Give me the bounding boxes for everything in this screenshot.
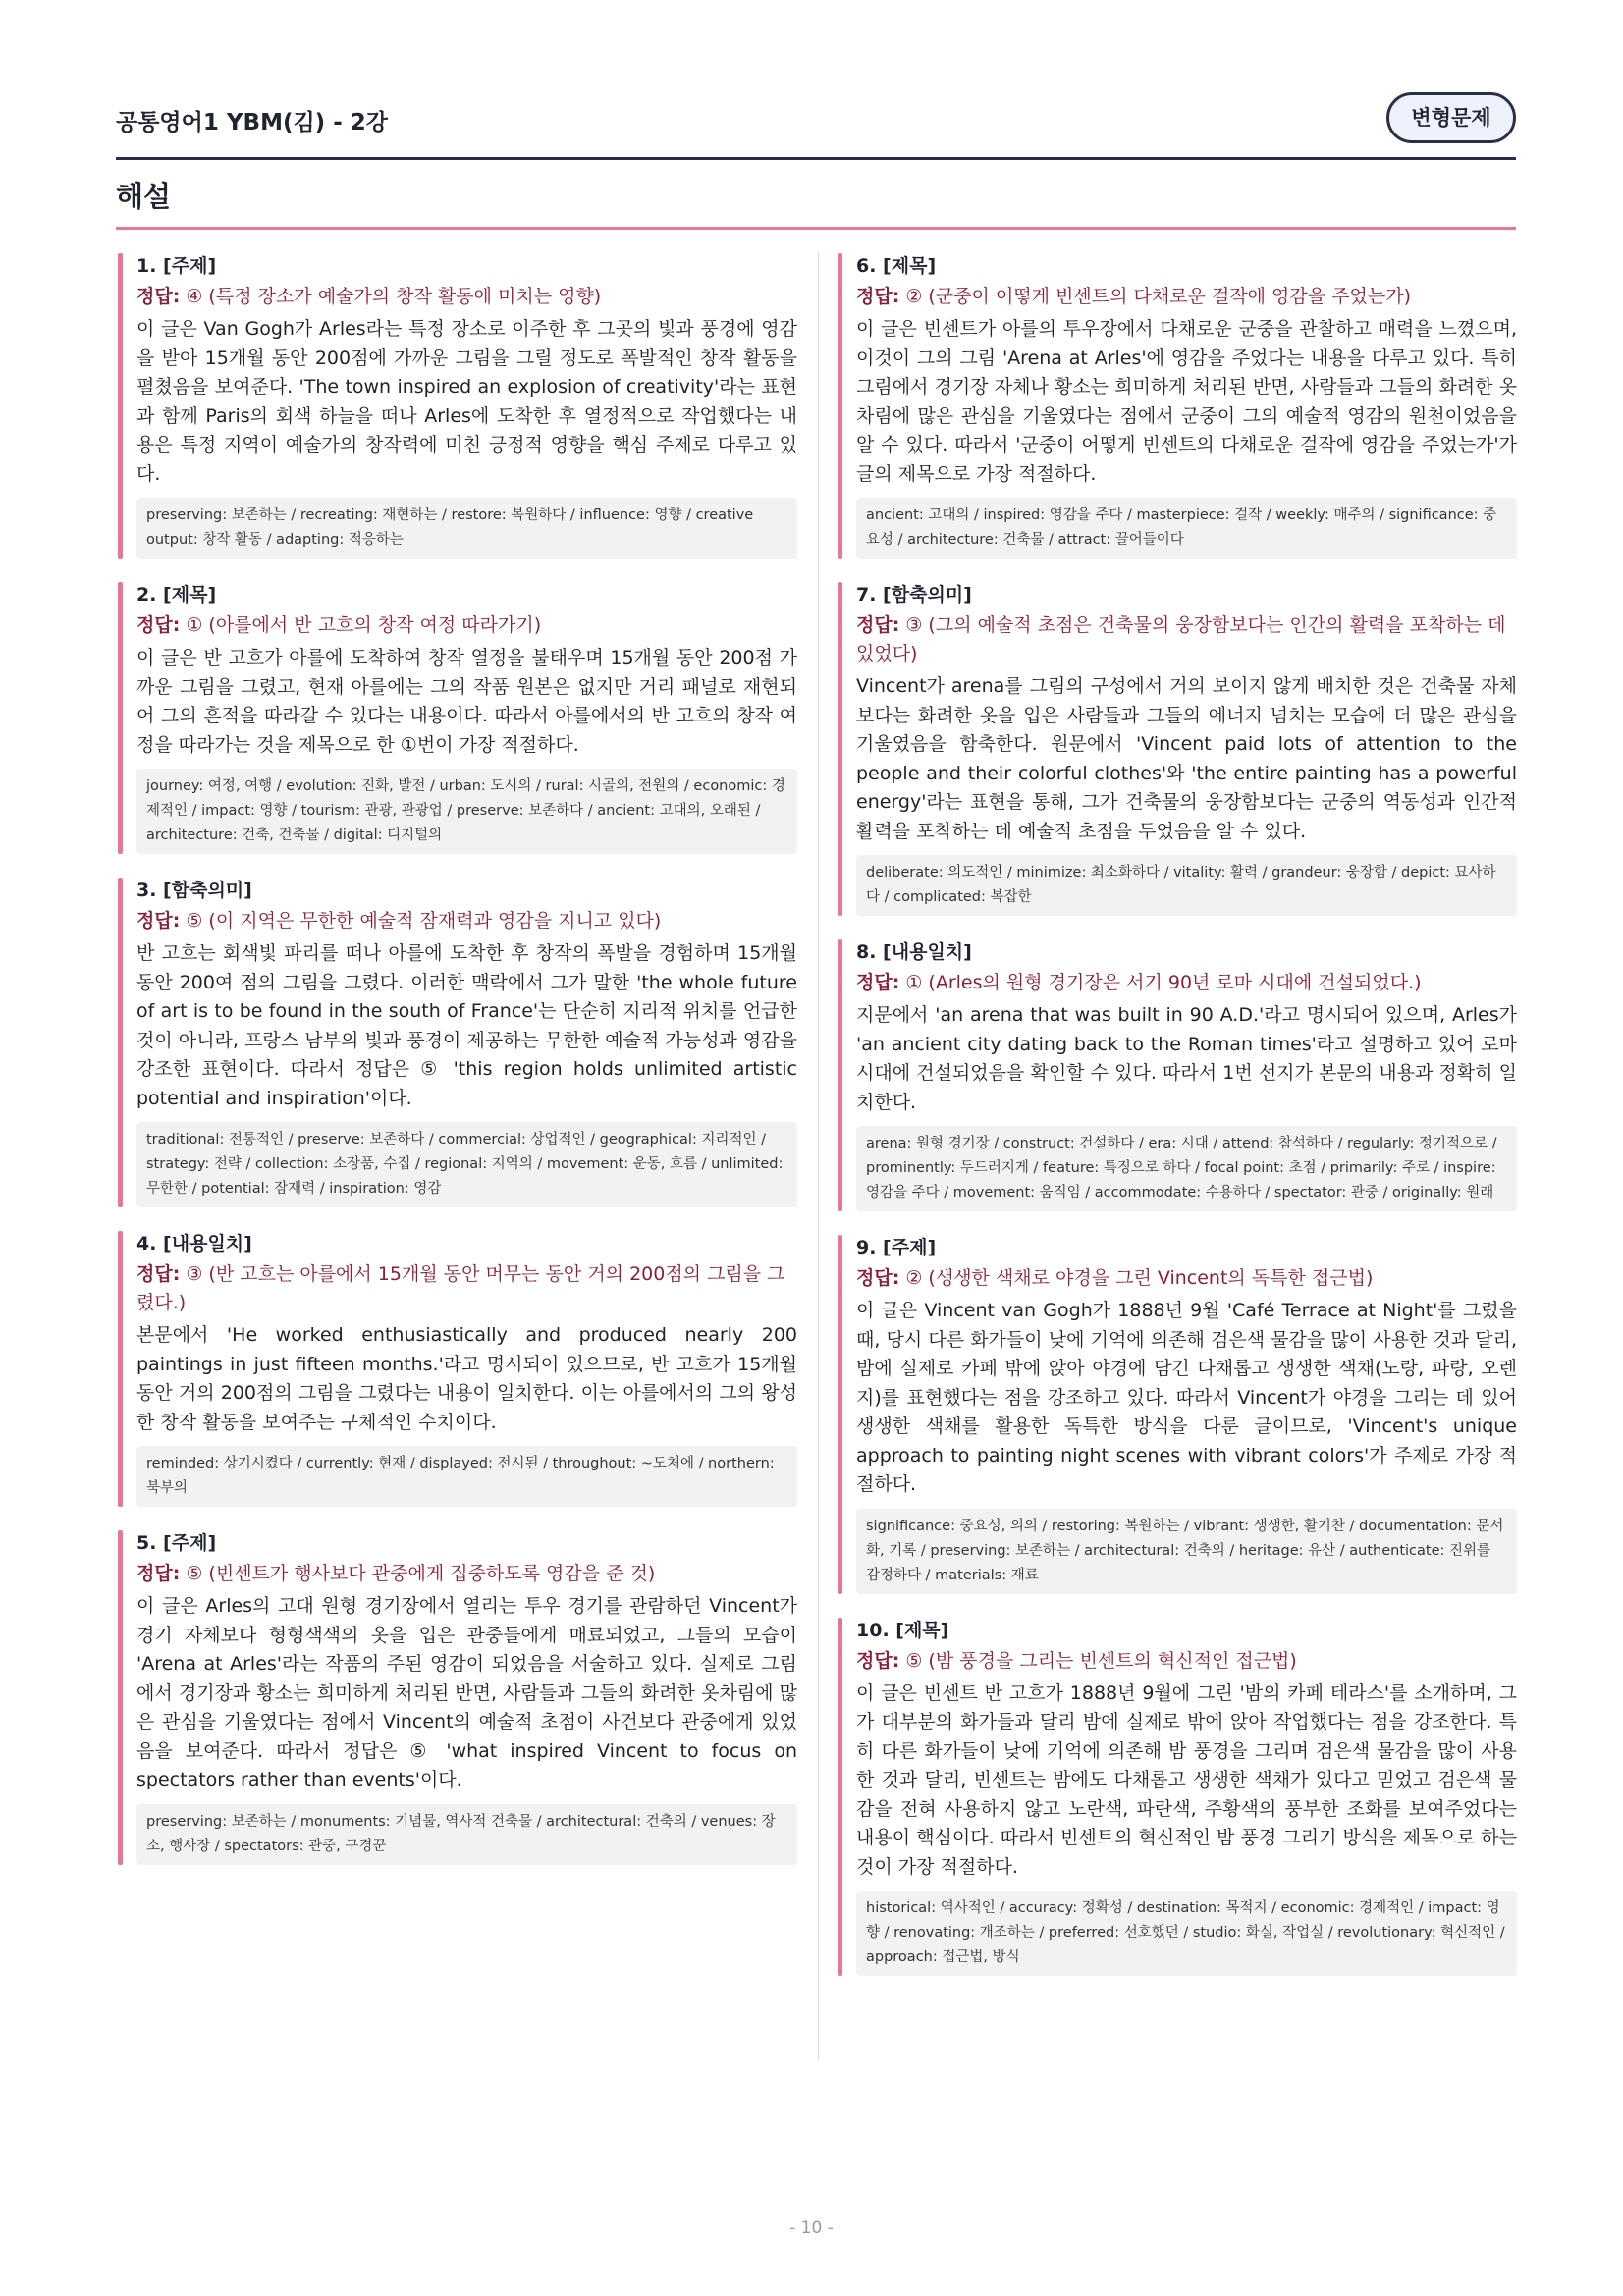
answer-card [118, 878, 797, 1207]
explanation-text: 이 글은 Vincent van Gogh가 1888년 9월 'Café Terrace at Night'를 그렸을 때, 당시 다른 화가들이 낮에 기억에 의존해 검은색 물감을 많이 사용한 것과 달리, 밤에 실제로 카페 밖에 앉아 야경에 담긴 다채롭고 생생한 색채(노랑, 파랑, 오렌지)를 표현했다는 점을 강조하고 있다. 따라서 Vincent가 야경을 그리는 데 있어 생생한 색채를 활용한 독특한 방식을 다룬 글이므로, 'Vincent's unique approach to painting night scenes with vibrant colors'가 주제로 가장 적절하다. [856, 1300, 1517, 1495]
answer-text: ⑤ (이 지역은 무한한 예술적 잠재력과 영감을 지니고 있다) [186, 910, 662, 932]
question-title: 6. [제목] [856, 255, 937, 277]
answer-line [136, 1560, 797, 1588]
vocabulary-box: journey: 여정, 여행 / evolution: 진화, 발전 / urban: 도시의 / rural: 시골의, 전원의 / economic: 경제적인 / impact: 영향 / tourism: 관광, 관광업 / preserve: 보존하다 / ancient: 고대의, 오래된 / architecture: 건축, 건축물 / digital: 디지털의 [136, 769, 797, 854]
vocabulary-box: preserving: 보존하는 / monuments: 기념물, 역사적 건축물 / architectural: 건축의 / venues: 장소, 행사장 / spectators: 관중, 구경꾼 [136, 1804, 797, 1865]
column-divider [818, 253, 819, 2059]
explanation-text: 이 글은 빈센트 반 고흐가 1888년 9월에 그린 '밤의 카페 테라스'를 소개하며, 그가 대부분의 화가들과 달리 밤에 실제로 밖에 앉아 작업했다는 점을 강조한다. 특히 다른 화가들이 낮에 기억에 의존해 밤 풍경을 그리며 검은색 물감을 많이 사용한 것과 달리, 빈센트는 밤에도 다채롭고 생생한 색채가 있다고 믿었고 검은색 물감을 전혀 사용하지 않고 노란색, 파란색, 주황색의 풍부한 조화를 보여주었다는 내용이 핵심이다. 따라서 빈센트의 혁신적인 밤 풍경 그리기 방식을 제목으로 하는 것이 가장 적절하다. [856, 1682, 1517, 1878]
question-title: 3. [함축의미] [136, 880, 252, 901]
answer-label: 정답: [856, 614, 900, 636]
answer-card [838, 582, 1517, 916]
answer-text: ④ (특정 장소가 예술가의 창작 활동에 미치는 영향) [186, 286, 602, 307]
answer-card [118, 1231, 797, 1507]
header-divider [116, 157, 1516, 160]
answer-text: ① (아를에서 반 고흐의 창작 여정 따라가기) [186, 614, 542, 636]
answer-label: 정답: [136, 286, 181, 307]
vocabulary-box: arena: 원형 경기장 / construct: 건설하다 / era: 시대 / attend: 참석하다 / regularly: 정기적으로 / prominently: 두드러지게 / feature: 특징으로 하다 / focal point: 초점 / primarily: 주로 / inspire: 영감을 주다 / movement: 움직임 / accommodate: 수용하다 / spectator: 관중 / originally: 원래 [856, 1126, 1517, 1211]
answer-line [136, 907, 797, 935]
left-column [118, 253, 797, 1889]
answer-line [856, 283, 1517, 311]
answer-text: ② (생생한 색채로 야경을 그린 Vincent의 독특한 접근법) [905, 1267, 1374, 1289]
answer-line [856, 1264, 1517, 1293]
answer-text: ③ (반 고흐는 아를에서 15개월 동안 머무는 동안 거의 200점의 그림을 그렸다.) [136, 1263, 785, 1313]
answer-line [856, 969, 1517, 997]
question-title: 4. [내용일치] [136, 1233, 252, 1255]
explanation-text: 이 글은 Arles의 고대 원형 경기장에서 열리는 투우 경기를 관람하던 Vincent가 경기 자체보다 형형색색의 옷을 입은 관중들에게 매료되었고, 그들의 모습이 'Arena at Arles'라는 작품의 주된 영감이 되었음을 서술하고 있다. 실제로 그림에서 경기장과 황소는 희미하게 처리된 반면, 사람들과 그들의 화려한 옷차림에 많은 관심을 기울였다는 점에서 Vincent의 예술적 초점이 사건보다 관중에게 있었음을 보여준다. 따라서 정답은 ⑤ 'what inspired Vincent to focus on spectators rather than events'이다. [136, 1595, 797, 1790]
answer-card [838, 1235, 1517, 1594]
answer-label: 정답: [136, 1263, 181, 1285]
answer-label: 정답: [136, 910, 181, 932]
answer-label: 정답: [856, 1649, 900, 1672]
answer-card [118, 1530, 797, 1865]
vocabulary-box: reminded: 상기시켰다 / currently: 현재 / displayed: 전시된 / throughout: ~도처에 / northern: 북부의 [136, 1446, 797, 1507]
answer-text: ③ (그의 예술적 초점은 건축물의 웅장함보다는 인간의 활력을 포착하는 데 있었다) [856, 614, 1506, 665]
answer-card [838, 939, 1517, 1211]
variant-problem-badge: 변형문제 [1386, 92, 1516, 143]
answer-text: ⑤ (빈센트가 행사보다 관중에게 집중하도록 영감을 준 것) [186, 1563, 656, 1584]
document-title: 공통영어1 YBM(김) - 2강 [116, 110, 388, 135]
answer-line [136, 283, 797, 311]
answer-label: 정답: [856, 286, 900, 307]
section-divider [116, 227, 1516, 230]
answer-line [136, 612, 797, 640]
answer-label: 정답: [856, 1267, 900, 1289]
answer-card [838, 1618, 1517, 1977]
answer-line [136, 1260, 797, 1317]
question-title: 9. [주제] [856, 1237, 937, 1258]
explanation-text: Vincent가 arena를 그림의 구성에서 거의 보이지 않게 배치한 것은 건축물 자체보다는 화려한 옷을 입은 사람들과 그들의 에너지 넘치는 모습에 더 많은 관심을 기울였음을 함축한다. 원문에서 'Vincent paid lots of attention to the people and their colorful clothes'와 'the entire painting has a powerful energy'라는 표현을 통해, 그가 건축물의 웅장함보다는 군중의 역동성과 인간적 활력을 포착하는 데 예술적 초점을 두었음을 알 수 있다. [856, 675, 1517, 842]
vocabulary-box: historical: 역사적인 / accuracy: 정확성 / destination: 목적지 / economic: 경제적인 / impact: 영향 / renovating: 개조하는 / preferred: 선호했던 / studio: 화실, 작업실 / revolutionary: 혁신적인 / approach: 접근법, 방식 [856, 1891, 1517, 1976]
question-title: 5. [주제] [136, 1532, 217, 1554]
explanation-text: 이 글은 Van Gogh가 Arles라는 특정 장소로 이주한 후 그곳의 빛과 풍경에 영감을 받아 15개월 동안 200점에 가까운 그림을 그릴 정도로 폭발적인 창작 활동을 펼쳤음을 보여준다. 'The town inspired an explosion of creativity'라는 표현과 함께 Paris의 회색 하늘을 떠나 Arles에 도착한 후 열정적으로 작업했다는 내용은 특정 지역이 예술가의 창작력에 미친 긍정적 영향을 핵심 주제로 다루고 있다. [136, 318, 797, 485]
page-header [116, 90, 1516, 159]
vocabulary-box: deliberate: 의도적인 / minimize: 최소화하다 / vitality: 활력 / grandeur: 웅장함 / depict: 묘사하다 / complicated: 복잡한 [856, 855, 1517, 916]
question-title: 2. [제목] [136, 584, 217, 606]
explanation-text: 본문에서 'He worked enthusiastically and produced nearly 200 paintings in just fifteen months.'라고 명시되어 있으므로, 반 고흐가 15개월 동안 거의 200점의 그림을 그렸다는 내용이 일치한다. 이는 아를에서의 그의 왕성한 창작 활동을 보여주는 구체적인 수치이다. [136, 1324, 797, 1433]
vocabulary-box: ancient: 고대의 / inspired: 영감을 주다 / masterpiece: 걸작 / weekly: 매주의 / significance: 중요성 / architecture: 건축물 / attract: 끌어들이다 [856, 498, 1517, 559]
answer-line [856, 1647, 1517, 1676]
question-title: 10. [제목] [856, 1619, 949, 1641]
right-column [838, 253, 1517, 2000]
vocabulary-box: significance: 중요성, 의의 / restoring: 복원하는 / vibrant: 생생한, 활기찬 / documentation: 문서화, 기록 / preserving: 보존하는 / architectural: 건축의 / heritage: 유산 / authenticate: 진위를 감정하다 / materials: 재료 [856, 1509, 1517, 1594]
explanation-text: 반 고흐는 회색빛 파리를 떠나 아를에 도착한 후 창작의 폭발을 경험하며 15개월 동안 200여 점의 그림을 그렸다. 이러한 맥락에서 그가 말한 'the whole future of art is to be found in the south of France'는 단순히 지리적 위치를 언급한 것이 아니라, 프랑스 남부의 빛과 풍경이 제공하는 무한한 예술적 가능성과 영감을 강조한 표현이다. 따라서 정답은 ⑤ 'this region holds unlimited artistic potential and inspiration'이다. [136, 942, 797, 1109]
answer-label: 정답: [136, 614, 181, 636]
answer-text: ① (Arles의 원형 경기장은 서기 90년 로마 시대에 건설되었다.) [905, 972, 1422, 993]
answer-card [838, 253, 1517, 559]
section-title: 해설 [116, 180, 172, 213]
answer-label: 정답: [136, 1563, 181, 1584]
answer-text: ⑤ (밤 풍경을 그리는 빈센트의 혁신적인 접근법) [905, 1649, 1297, 1672]
answer-card [118, 253, 797, 559]
vocabulary-box: traditional: 전통적인 / preserve: 보존하다 / commercial: 상업적인 / geographical: 지리적인 / strategy: 전략 / collection: 소장품, 수집 / regional: 지역의 / movement: 운동, 흐름 / unlimited: 무한한 / potential: 잠재력 / inspiration: 영감 [136, 1122, 797, 1207]
explanation-text: 지문에서 'an arena that was built in 90 A.D.'라고 명시되어 있으며, Arles가 'an ancient city dating back to the Roman times'라고 설명하고 있어 로마 시대에 건설되었음을 확인할 수 있다. 따라서 1번 선지가 본문의 내용과 정확히 일치한다. [856, 1004, 1517, 1113]
page-number: - 10 - [789, 2218, 834, 2238]
answer-text: ② (군중이 어떻게 빈센트의 다채로운 걸작에 영감을 주었는가) [905, 286, 1411, 307]
question-title: 8. [내용일치] [856, 941, 972, 963]
answer-line [856, 612, 1517, 668]
answer-card [118, 582, 797, 854]
question-title: 1. [주제] [136, 255, 217, 277]
explanation-text: 이 글은 빈센트가 아를의 투우장에서 다채로운 군중을 관찰하고 매력을 느꼈으며, 이것이 그의 그림 'Arena at Arles'에 영감을 주었다는 내용을 다루고 있다. 특히 그림에서 경기장 자체나 황소는 희미하게 처리된 반면, 사람들과 그들의 화려한 옷차림에 많은 관심을 기울였다는 점에서 군중이 그의 예술적 영감의 원천이었음을 알 수 있다. 따라서 '군중이 어떻게 빈센트의 다채로운 걸작에 영감을 주었는가'가 글의 제목으로 가장 적절하다. [856, 318, 1517, 485]
explanation-text: 이 글은 반 고흐가 아를에 도착하여 창작 열정을 불태우며 15개월 동안 200점 가까운 그림을 그렸고, 현재 아를에는 그의 작품 원본은 없지만 거리 패널로 재현되어 그의 흔적을 따라갈 수 있다는 내용이다. 따라서 아를에서의 반 고흐의 창작 여정을 따라가는 것을 제목으로 한 ①번이 가장 적절하다. [136, 647, 797, 756]
question-title: 7. [함축의미] [856, 584, 972, 606]
vocabulary-box: preserving: 보존하는 / recreating: 재현하는 / restore: 복원하다 / influence: 영향 / creative output: 창작 활동 / adapting: 적응하는 [136, 498, 797, 559]
answer-label: 정답: [856, 972, 900, 993]
